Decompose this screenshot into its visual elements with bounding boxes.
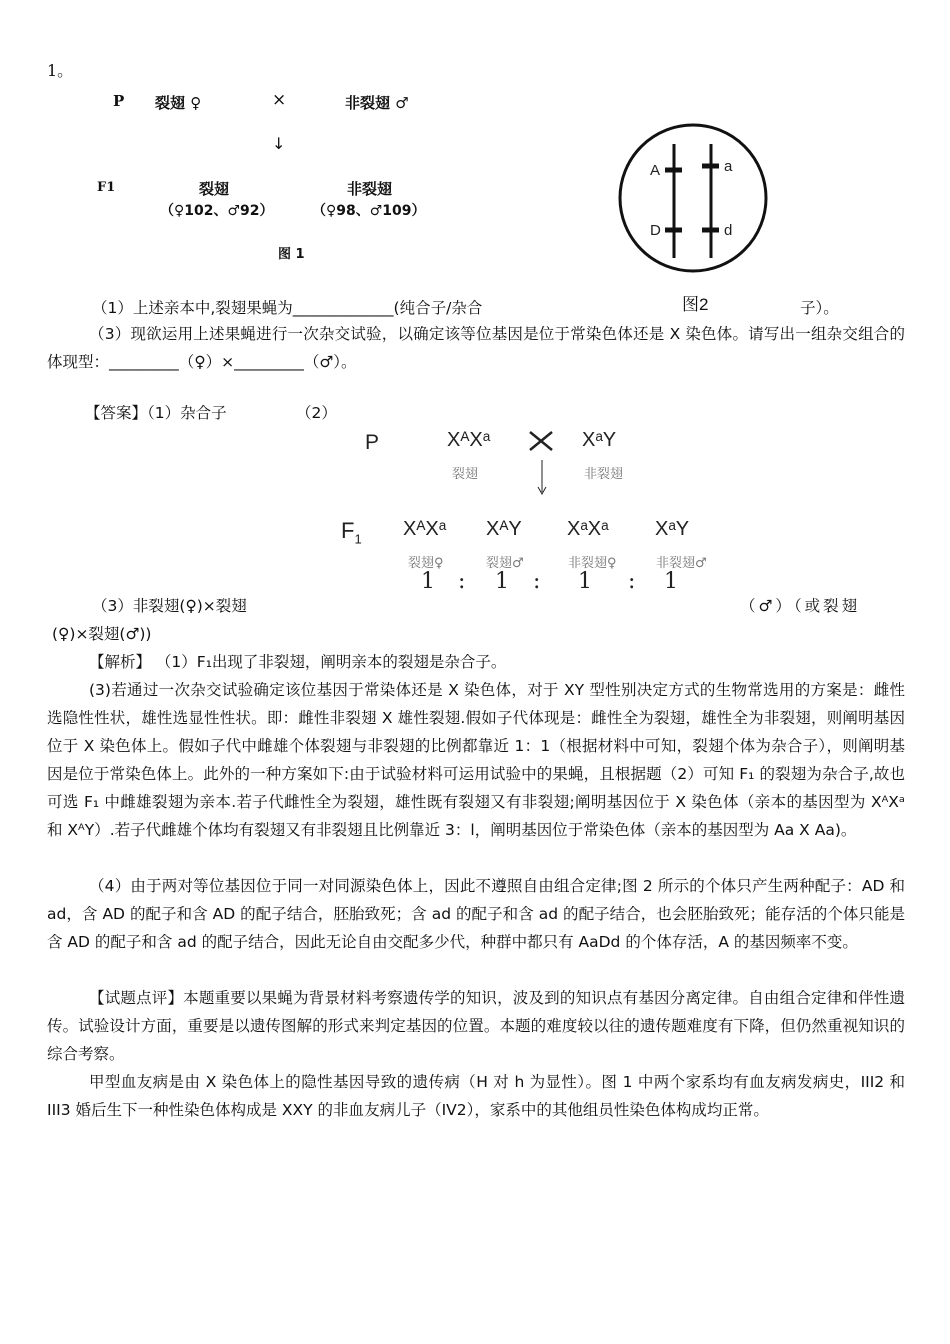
fig1-p-label: P: [113, 92, 125, 110]
answer-part3-right: （♂）（或裂翅: [740, 597, 861, 615]
cell-circle: [620, 125, 766, 271]
offspring-2-genotype: XᴬY: [486, 518, 522, 540]
analysis-paragraph-3: （4）由于两对等位基因位于同一对同源染色体上，因此不遵照自由组合定律;图 2 所示的个体只产生两种配子：AD 和 ad，含 AD 的配子和含 AD 的配子结合，胚胎致死；含 ad 的配子和含 ad 的配子结合，也会胚胎致死；能存活的个体只能是含 AD 的配子和含 ad 的配子结合，因此无论自由交配多少代，种群中都只有 AaDd 的个体存活，A 的基因频率不变。: [47, 877, 905, 951]
offspring-3-genotype: XᵃXᵃ: [567, 518, 609, 540]
cross-down-arrow-icon: [535, 460, 549, 496]
cross-f1-label: $F_1$: [341, 518, 362, 547]
q3-female: （♀）×: [178, 353, 235, 371]
comment-paragraph: 【试题点评】本题重要以果蝇为背景材料考察遗传学的知识，波及到的知识点有基因分离定律。自由组合定律和伴性遗传。试验设计方面，重要是以遗传图解的形式来判定基因的位置。本题的难度较以往的遗传题难度有下降，但仍然重视知识的综合考察。: [47, 989, 905, 1063]
fig1-p-male: 非裂翅 ♂: [345, 94, 409, 112]
q1-blank: _____________: [292, 299, 394, 317]
ratio-3: 1: [578, 569, 592, 594]
cross-p-female-genotype: XᴬXᵃ: [447, 429, 491, 451]
offspring-3-phenotype: 非裂翅♀: [568, 556, 617, 571]
question-number: 1。: [47, 61, 74, 80]
offspring-1-phenotype: 裂翅♀: [408, 556, 444, 571]
fig1-f1-right: 非裂翅: [347, 180, 393, 198]
ratio-1: 1: [421, 569, 435, 594]
cross-p-male-phenotype: 非裂翅: [584, 467, 624, 482]
analysis-paragraph-1: 【解析】 （1）F₁出现了非裂翅，阐明亲本的裂翅是杂合子。: [89, 653, 507, 671]
offspring-2-phenotype: 裂翅♂: [486, 556, 524, 571]
answer-part2: （2）: [296, 404, 337, 422]
question-3: [47, 320, 905, 376]
q1-text: （1）上述亲本中,裂翅果蝇为: [92, 299, 293, 317]
fig1-f1-left-counts: （♀102、♂92）: [160, 203, 274, 219]
figure-2-chromosomes: [618, 122, 768, 274]
fig1-caption: 图 1: [278, 247, 305, 262]
q3-text: （3）现欲运用上述果蝇进行一次杂交试验，以确定该等位基因是位于常染色体还是 X 染色体。请写出一组杂交组合的体现型：: [47, 325, 905, 371]
cross-p-female-phenotype: 裂翅: [452, 467, 479, 482]
question-1: [92, 296, 482, 318]
cross-p-male-genotype: XᵃY: [582, 429, 617, 451]
ratio-4: 1: [664, 569, 678, 594]
ratio-colon-3: :: [628, 569, 636, 594]
ratio-2: 1: [495, 569, 509, 594]
answer-part3-line2: (♀)×裂翅(♂)): [52, 625, 152, 643]
ratio-colon-1: :: [458, 569, 466, 594]
offspring-4-phenotype: 非裂翅♂: [656, 556, 707, 571]
fig1-cross-symbol: ×: [272, 90, 287, 110]
fig1-f1-label: F1: [97, 180, 116, 195]
fig1-f1-right-counts: （♀98、♂109）: [312, 203, 426, 219]
answer-part3-left: （3）非裂翅(♀)×裂翅: [92, 597, 247, 615]
cross-x-icon: [527, 429, 555, 453]
ratio-colon-2: :: [533, 569, 541, 594]
fig2-caption: 图2: [682, 295, 709, 314]
q1-end: 子）。: [800, 299, 839, 317]
offspring-1-genotype: XᴬXᵃ: [403, 518, 447, 540]
q3-blank-female: _________: [109, 353, 179, 371]
fig1-arrow: ↓: [272, 134, 286, 153]
fig1-f1-left: 裂翅: [199, 180, 230, 198]
analysis-paragraph-2: (3)若通过一次杂交试验确定该位基因于常染体还是 X 染色体，对于 XY 型性别决定方式的生物常选用的方案是：雌性选隐性性状，雄性选显性性状。即：雌性非裂翅 X 雄性裂翅.假如子代体现是：雌性全为裂翅，雄性全为非裂翅，则阐明基因位于 X 染色体上。假如子代中雌雄个体裂翅与非裂翅的比例都靠近 1：1（根据材料中可知，裂翅个体为杂合子），则阐明基因是位于常染色体上。此外的一种方案如下:由于试验材料可运用试验中的果蝇，且根据题（2）可知 F₁ 的裂翅为杂合子,故也可选 F₁ 中雌雄裂翅为亲本.若子代雌性全为裂翅，雄性既有裂翅又有非裂翅;阐明基因位于 X 染色体（亲本的基因型为 XᴬXᵃ 和 XᴬY）.若子代雌雄个体均有裂翅又有非裂翅且比例靠近 3：l，阐明基因位于常染色体（亲本的基因型为 Aa X Aa)。: [47, 681, 905, 839]
cross-p-label: P: [365, 431, 380, 454]
allele-A: A: [650, 162, 661, 179]
q1-options: (纯合子/杂合: [393, 299, 483, 317]
offspring-4-genotype: XᵃY: [655, 518, 690, 540]
allele-d: d: [724, 222, 733, 239]
answer-label: 【答案】（1）杂合子: [85, 404, 227, 422]
allele-a: a: [724, 158, 733, 175]
allele-D: D: [650, 222, 661, 239]
q3-blank-male: _________: [234, 353, 304, 371]
hemophilia-paragraph: 甲型血友病是由 X 染色体上的隐性基因导致的遗传病（H 对 h 为显性）。图 1 中两个家系均有血友病发病史，III2 和 III3 婚后生下一种性染色体构成是 XXY 的非血友病儿子（IV2），家系中的其他组员性染色体构成均正常。: [47, 1073, 905, 1119]
fig1-p-female: 裂翅 ♀: [155, 94, 202, 112]
q3-male: （♂）。: [303, 353, 357, 371]
